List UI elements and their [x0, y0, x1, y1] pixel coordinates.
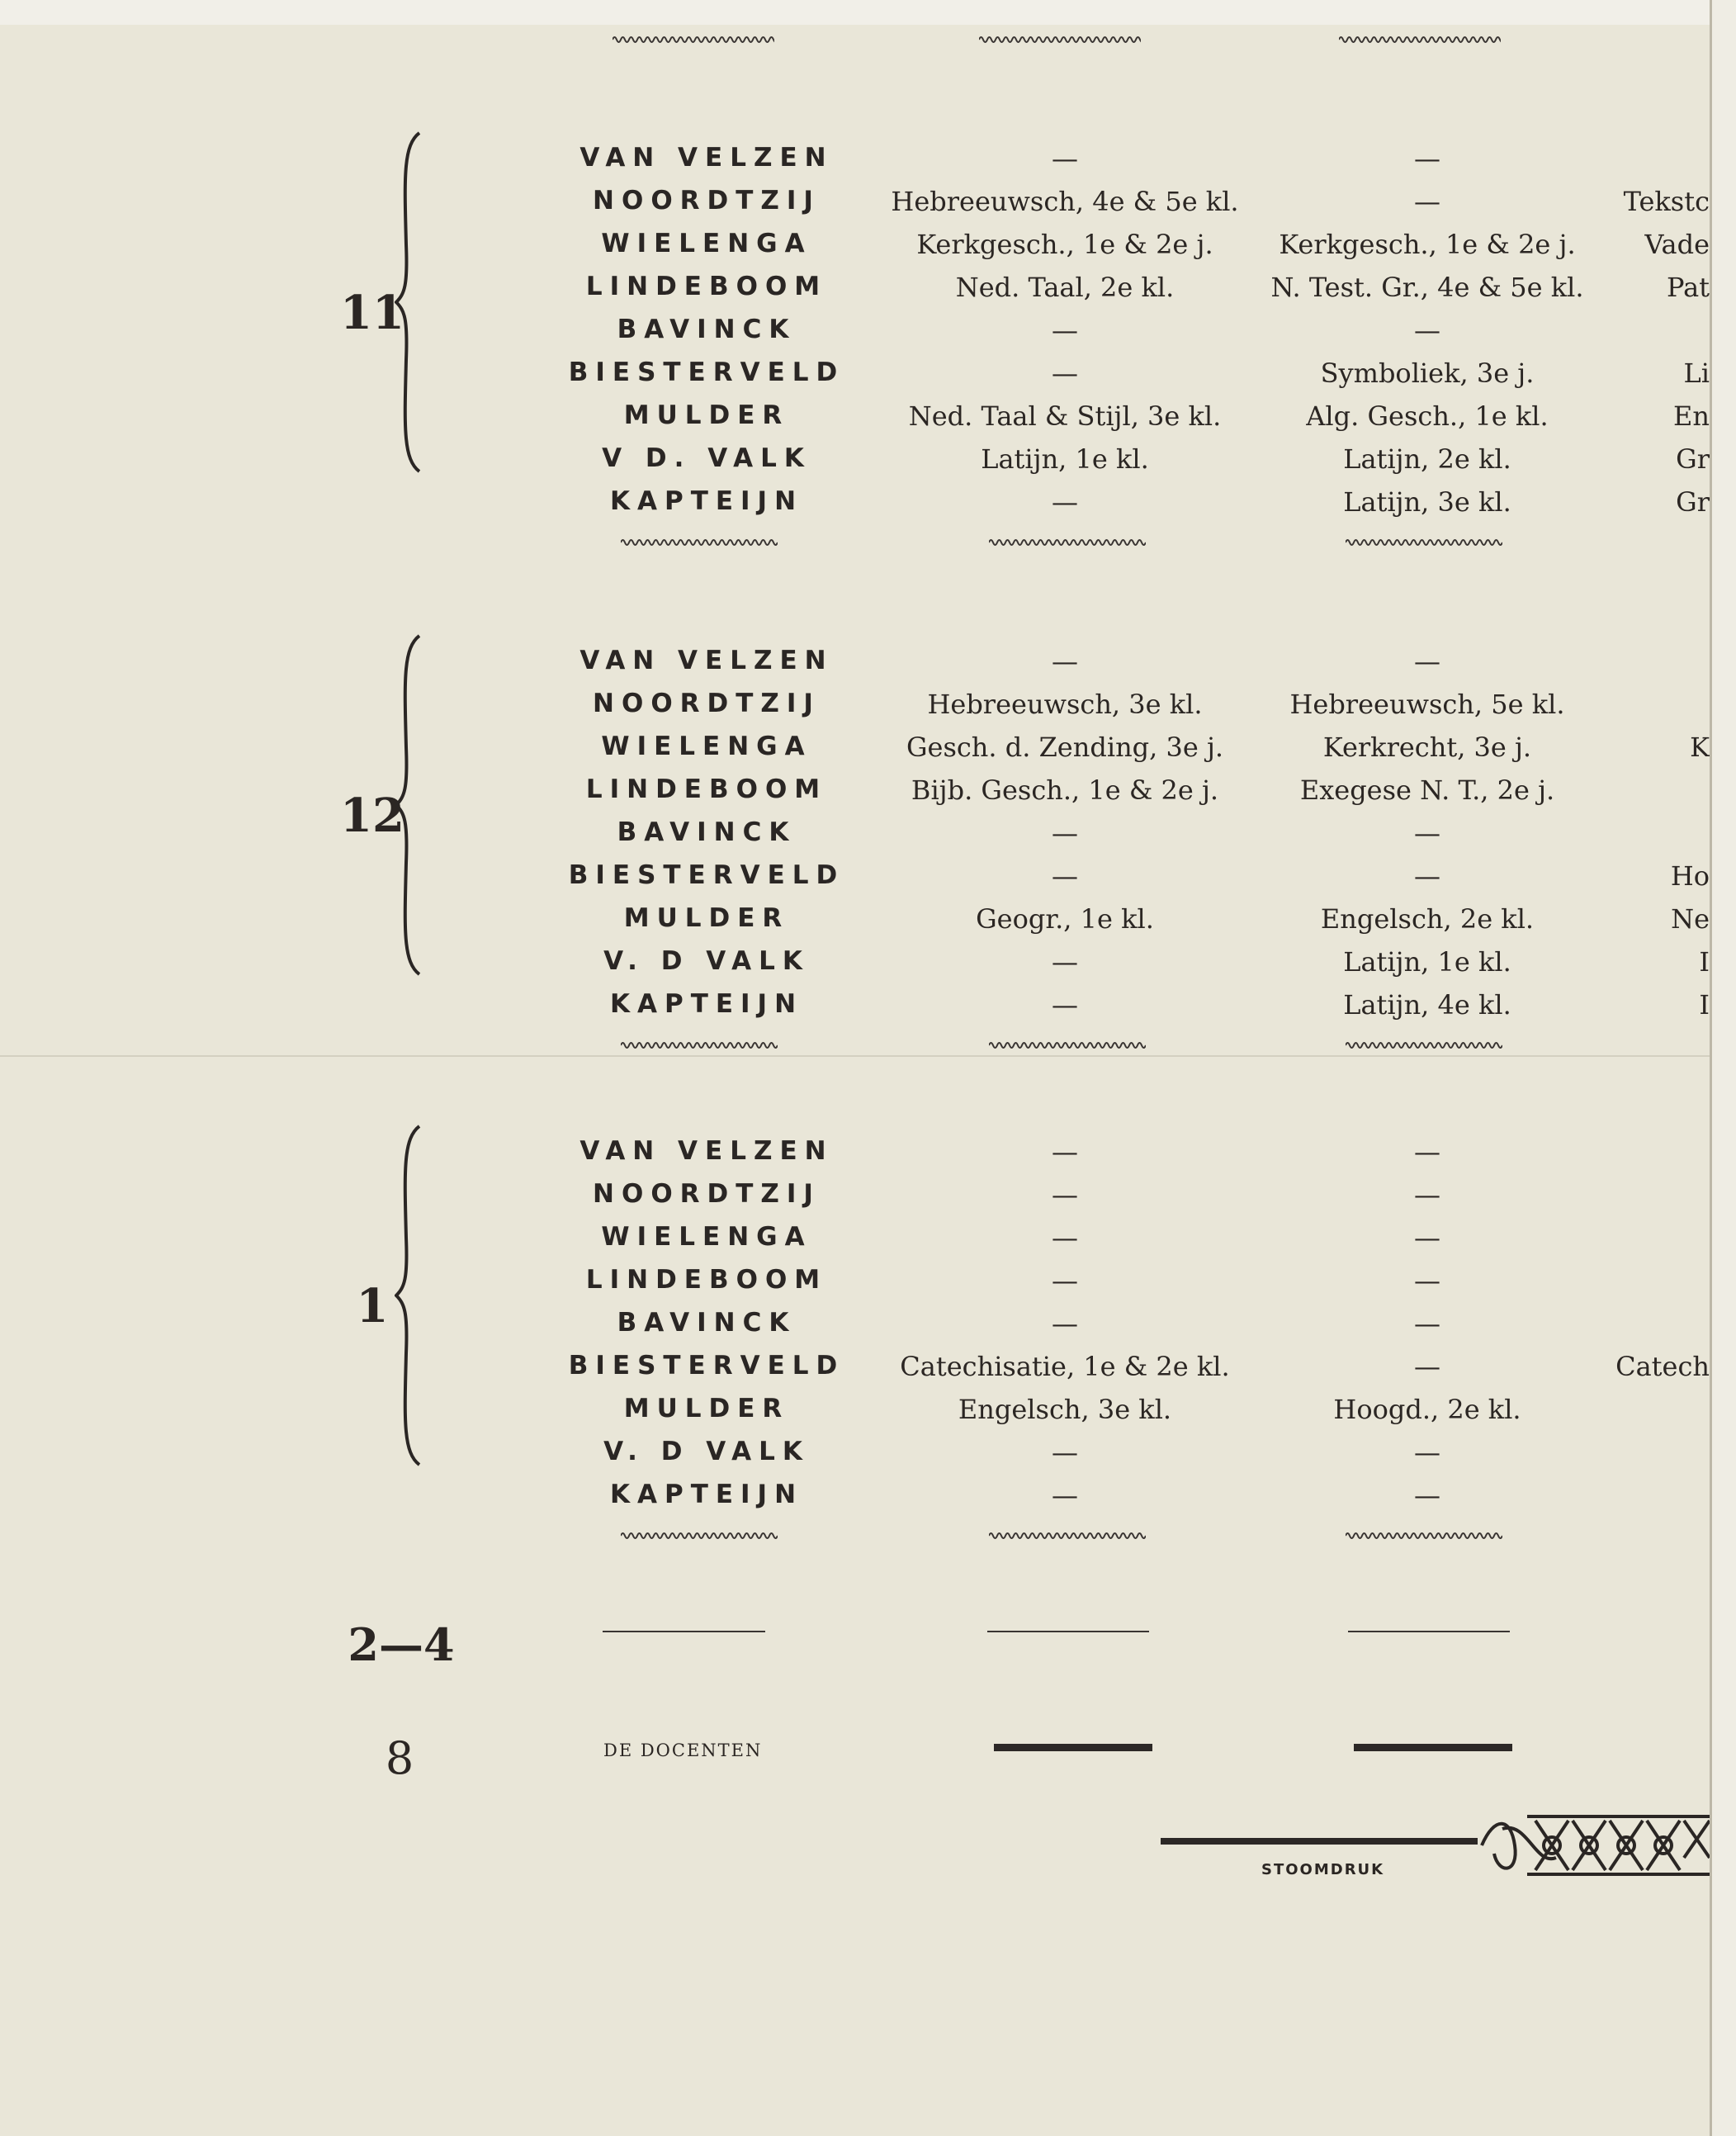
lesson-col1: —	[1052, 1265, 1078, 1296]
teacher-name: WIELENGA	[601, 732, 812, 761]
lesson-col1: Catechisatie, 1e & 2e kl.	[900, 1351, 1230, 1382]
hour-label: 1	[356, 1279, 389, 1333]
teacher-name: MULDER	[623, 903, 790, 933]
lesson-col1: —	[1052, 860, 1078, 892]
lesson-col2: —	[1414, 860, 1440, 892]
teacher-name: BIESTERVELD	[568, 860, 845, 890]
group-wave-col2	[1346, 1039, 1502, 1052]
lesson-col1: Hebreeuwsch, 4e & 5e kl.	[891, 186, 1239, 217]
lesson-col3-clipped: Vade	[1644, 229, 1710, 260]
lesson-col1: —	[1052, 486, 1078, 518]
lesson-col2: —	[1414, 1265, 1440, 1296]
lesson-col2: —	[1414, 315, 1440, 346]
lesson-col1: —	[1052, 1480, 1078, 1511]
footer-number: 8	[385, 1732, 414, 1784]
lesson-col2: —	[1414, 1136, 1440, 1167]
lesson-col3-clipped: Gr	[1676, 486, 1710, 518]
afternoon-line-col2	[1348, 1631, 1510, 1632]
signature-label: DE DOCENTEN	[603, 1741, 763, 1760]
lesson-col2: Latijn, 3e kl.	[1343, 486, 1511, 518]
lesson-col2: —	[1414, 646, 1440, 677]
afternoon-line-col1	[987, 1631, 1149, 1632]
lesson-col2: Hebreeuwsch, 5e kl.	[1289, 689, 1565, 720]
hour-brace	[395, 129, 428, 476]
teacher-name: BAVINCK	[617, 1308, 797, 1338]
group-wave-names	[621, 1039, 778, 1052]
lesson-col1: —	[1052, 358, 1078, 389]
teacher-name: MULDER	[623, 1394, 790, 1423]
lesson-col2: Latijn, 1e kl.	[1343, 946, 1511, 978]
lesson-col2: Exegese N. T., 2e j.	[1299, 774, 1555, 806]
timetable-sheet	[0, 25, 1710, 2136]
lesson-col1: —	[1052, 946, 1078, 978]
teacher-name: WIELENGA	[601, 229, 812, 258]
lesson-col3-clipped: Ne	[1671, 903, 1710, 935]
teacher-name: NOORDTZIJ	[593, 186, 821, 215]
teacher-name: BIESTERVELD	[568, 358, 845, 387]
lesson-col2: Kerkrecht, 3e j.	[1322, 732, 1532, 763]
lesson-col1: —	[1052, 817, 1078, 849]
lesson-col3-clipped: Tekstc	[1623, 186, 1710, 217]
group-wave-names	[621, 536, 778, 549]
top-edge	[0, 0, 1736, 25]
teacher-name: V. D VALK	[603, 946, 810, 976]
lesson-col3-clipped: Catech	[1615, 1351, 1710, 1382]
lesson-col3-clipped: Pat	[1666, 272, 1710, 303]
teacher-name: LINDEBOOM	[585, 774, 828, 804]
lesson-col1: Engelsch, 3e kl.	[958, 1394, 1172, 1425]
lesson-col1: Geogr., 1e kl.	[976, 903, 1154, 935]
lesson-col1: Bijb. Gesch., 1e & 2e j.	[911, 774, 1219, 806]
teacher-name: VAN VELZEN	[579, 1136, 834, 1166]
lesson-col1: —	[1052, 1308, 1078, 1339]
teacher-name: BAVINCK	[617, 315, 797, 344]
lesson-col2: Engelsch, 2e kl.	[1320, 903, 1535, 935]
lesson-col1: —	[1052, 1179, 1078, 1210]
top-wave-names	[613, 33, 774, 46]
lesson-col3-clipped: Gr	[1676, 443, 1710, 475]
teacher-name: NOORDTZIJ	[593, 1179, 821, 1209]
lesson-col2: Alg. Gesch., 1e kl.	[1306, 400, 1549, 432]
lesson-col1: —	[1052, 989, 1078, 1021]
group-wave-col2	[1346, 1529, 1502, 1542]
lesson-col1: —	[1052, 143, 1078, 174]
lesson-col1: Ned. Taal & Stijl, 3e kl.	[908, 400, 1222, 432]
teacher-name: BIESTERVELD	[568, 1351, 845, 1381]
teacher-name: LINDEBOOM	[585, 272, 828, 301]
lesson-col2: Kerkgesch., 1e & 2e j.	[1279, 229, 1576, 260]
signature-rule-1	[994, 1744, 1152, 1751]
top-wave-col1	[979, 33, 1141, 46]
top-wave-col2	[1339, 33, 1501, 46]
lesson-col2: —	[1414, 143, 1440, 174]
group-wave-col1	[989, 536, 1146, 549]
lesson-col1: —	[1052, 1222, 1078, 1253]
group-wave-names	[621, 1529, 778, 1542]
lesson-col2: —	[1414, 1222, 1440, 1253]
teacher-name: MULDER	[623, 400, 790, 430]
lesson-col1: Gesch. d. Zending, 3e j.	[906, 732, 1224, 763]
lesson-col2: Latijn, 2e kl.	[1343, 443, 1511, 475]
right-edge	[1710, 0, 1736, 2136]
lesson-col2: —	[1414, 186, 1440, 217]
lesson-col2: —	[1414, 1351, 1440, 1382]
lesson-col3-clipped: Li	[1683, 358, 1710, 389]
lesson-col2: N. Test. Gr., 4e & 5e kl.	[1270, 272, 1584, 303]
lesson-col3-clipped: Ho	[1670, 860, 1710, 892]
lesson-col2: —	[1414, 1480, 1440, 1511]
group-wave-col2	[1346, 536, 1502, 549]
teacher-name: KAPTEIJN	[609, 486, 804, 516]
lesson-col2: Hoogd., 2e kl.	[1333, 1394, 1521, 1425]
lesson-col2: Latijn, 4e kl.	[1343, 989, 1511, 1021]
printer-rule	[1161, 1838, 1478, 1845]
lesson-col3-clipped: En	[1673, 400, 1710, 432]
lesson-col2: —	[1414, 1179, 1440, 1210]
lesson-col2: —	[1414, 1308, 1440, 1339]
lesson-col1: Hebreeuwsch, 3e kl.	[927, 689, 1203, 720]
lesson-col1: Latijn, 1e kl.	[981, 443, 1149, 475]
teacher-name: KAPTEIJN	[609, 1480, 804, 1509]
afternoon-line-names	[603, 1631, 765, 1632]
hour-label: 12	[340, 789, 404, 843]
teacher-name: LINDEBOOM	[585, 1265, 828, 1295]
lesson-col1: Ned. Taal, 2e kl.	[955, 272, 1175, 303]
teacher-name: VAN VELZEN	[579, 646, 834, 675]
teacher-name: WIELENGA	[601, 1222, 812, 1252]
lesson-col3-clipped: I	[1699, 989, 1710, 1021]
teacher-name: BAVINCK	[617, 817, 797, 847]
printer-imprint: STOOMDRUK	[1261, 1861, 1385, 1878]
signature-rule-2	[1354, 1744, 1512, 1751]
lesson-col1: Kerkgesch., 1e & 2e j.	[916, 229, 1213, 260]
teacher-name: KAPTEIJN	[609, 989, 804, 1019]
lesson-col1: —	[1052, 1136, 1078, 1167]
teacher-name: VAN VELZEN	[579, 143, 834, 173]
hour-brace	[395, 1122, 428, 1469]
lesson-col2: —	[1414, 817, 1440, 849]
afternoon-hour: 2—4	[348, 1618, 455, 1671]
teacher-name: V D. VALK	[602, 443, 811, 473]
lesson-col3-clipped: K	[1690, 732, 1710, 763]
ornament-border	[1478, 1808, 1710, 1883]
group-wave-col1	[989, 1529, 1146, 1542]
lesson-col1: —	[1052, 1437, 1078, 1468]
group-wave-col1	[989, 1039, 1146, 1052]
lesson-col1: —	[1052, 315, 1078, 346]
hour-label: 11	[340, 286, 404, 340]
teacher-name: NOORDTZIJ	[593, 689, 821, 718]
lesson-col1: —	[1052, 646, 1078, 677]
lesson-col2: —	[1414, 1437, 1440, 1468]
teacher-name: V. D VALK	[603, 1437, 810, 1466]
fold-line	[0, 1055, 1710, 1057]
lesson-col2: Symboliek, 3e j.	[1320, 358, 1535, 389]
lesson-col3-clipped: I	[1699, 946, 1710, 978]
hour-brace	[395, 632, 428, 978]
